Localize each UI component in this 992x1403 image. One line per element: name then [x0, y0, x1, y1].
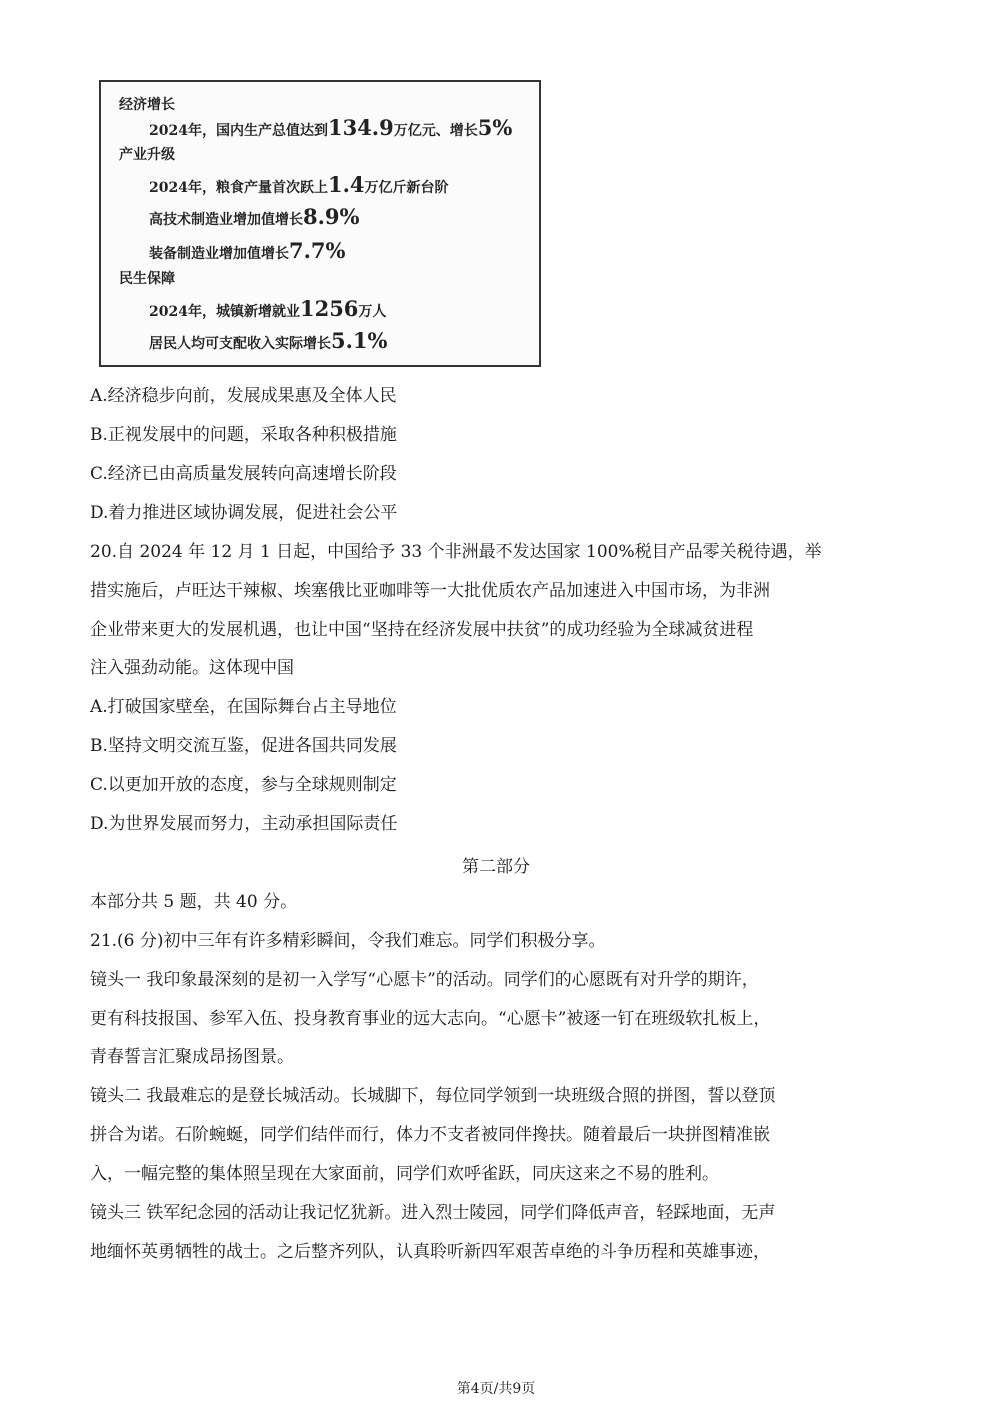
- q20-stem-line: 措实施后，卢旺达干辣椒、埃塞俄比亚咖啡等一大批优质农产品加速进入中国市场，为非洲: [90, 581, 770, 601]
- q21-paragraph-line: 更有科技报国、参军入伍、投身教育事业的远大志向。“心愿卡”被逐一钉在班级软扎板上，: [90, 1009, 771, 1029]
- q20-option-c: C.以更加开放的态度，参与全球规则制定: [90, 775, 397, 795]
- q20-stem-line: 企业带来更大的发展机遇，也让中国“坚持在经济发展中扶贫”的成功经验为全球减贫进程: [90, 620, 754, 640]
- q20-stem-line: 20.自 2024 年 12 月 1 日起，中国给予 33 个非洲最不发达国家 100%税目产品零关税待遇，举: [90, 542, 822, 562]
- q19-option-d: D.着力推进区域协调发展，促进社会公平: [90, 503, 398, 523]
- figure-line-text: 万亿元、增长: [393, 123, 478, 139]
- figure-line-hightech: [149, 204, 360, 229]
- figure-line-number: 7.7%: [289, 238, 346, 263]
- q21-paragraph-line: 入，一幅完整的集体照呈现在大家面前，同学们欢呼雀跃，同庆这来之不易的胜利。: [90, 1164, 719, 1184]
- q21-paragraph-line: 镜头三 铁军纪念园的活动让我记忆犹新。进入烈士陵园，同学们降低声音，轻踩地面，无声: [90, 1203, 776, 1223]
- figure-line-text: 2024年，国内生产总值达到: [149, 123, 328, 139]
- q20-option-b: B.坚持文明交流互鉴，促进各国共同发展: [90, 736, 397, 756]
- figure-line-number: 8.9%: [303, 204, 360, 229]
- q21-stem: 21.(6 分)初中三年有许多精彩瞬间，令我们难忘。同学们积极分享。: [90, 931, 606, 951]
- part2-title: 第二部分: [462, 857, 530, 877]
- q19-option-a: A.经济稳步向前，发展成果惠及全体人民: [90, 386, 397, 406]
- figure-line-income: [149, 328, 388, 353]
- figure-line-number: 134.9: [327, 115, 394, 140]
- q21-paragraph-line: 镜头一 我印象最深刻的是初一入学写“心愿卡”的活动。同学们的心愿既有对升学的期许，: [90, 970, 759, 990]
- figure-line-text: 2024年，粮食产量首次跃上: [149, 180, 328, 196]
- q20-option-d: D.为世界发展而努力，主动承担国际责任: [90, 814, 398, 834]
- figure-line-gdp: [149, 115, 512, 140]
- statistics-figure: [99, 80, 541, 367]
- q19-option-b: B.正视发展中的问题，采取各种积极措施: [90, 425, 397, 445]
- q20-option-a: A.打破国家壁垒，在国际舞台占主导地位: [90, 697, 397, 717]
- figure-line-employment: [149, 296, 386, 321]
- figure-line-text: 2024年，城镇新增就业: [149, 304, 300, 320]
- figure-line-text: 万亿斤新台阶: [364, 180, 449, 196]
- q21-paragraph-line: 地缅怀英勇牺牲的战士。之后整齐列队，认真聆听新四军艰苦卓绝的斗争历程和英雄事迹，: [90, 1242, 770, 1262]
- figure-line-text: 居民人均可支配收入实际增长: [149, 336, 331, 352]
- q21-paragraph-line: 拼合为诺。石阶蜿蜒，同学们结伴而行，体力不支者被同伴搀扶。随着最后一块拼图精准嵌: [90, 1125, 770, 1145]
- q21-paragraph-line: 镜头二 我最难忘的是登长城活动。长城脚下，每位同学领到一块班级合照的拼图，誓以登顶: [90, 1086, 776, 1106]
- figure-heading-industry: 产业升级: [119, 147, 175, 163]
- q20-stem-line: 注入强劲动能。这体现中国: [90, 658, 294, 678]
- figure-line-text: 高技术制造业增加值增长: [149, 212, 303, 228]
- figure-line-number: 5%: [477, 115, 513, 140]
- figure-line-text: 万人: [358, 304, 387, 320]
- figure-line-number: 1256: [299, 296, 359, 321]
- figure-line-number: 5.1%: [331, 328, 388, 353]
- figure-line-grain: [149, 172, 449, 197]
- figure-line-text: 装备制造业增加值增长: [149, 246, 289, 262]
- page-footer: 第4页/共9页: [456, 1381, 536, 1397]
- figure-heading-livelihood: 民生保障: [119, 271, 175, 287]
- part2-intro: 本部分共 5 题，共 40 分。: [90, 892, 298, 912]
- figure-heading-economy: 经济增长: [119, 97, 175, 113]
- figure-line-equipment: [149, 238, 346, 263]
- q21-paragraph-line: 青春誓言汇聚成昂扬图景。: [90, 1047, 294, 1067]
- figure-line-number: 1.4: [327, 172, 365, 197]
- q19-option-c: C.经济已由高质量发展转向高速增长阶段: [90, 464, 397, 484]
